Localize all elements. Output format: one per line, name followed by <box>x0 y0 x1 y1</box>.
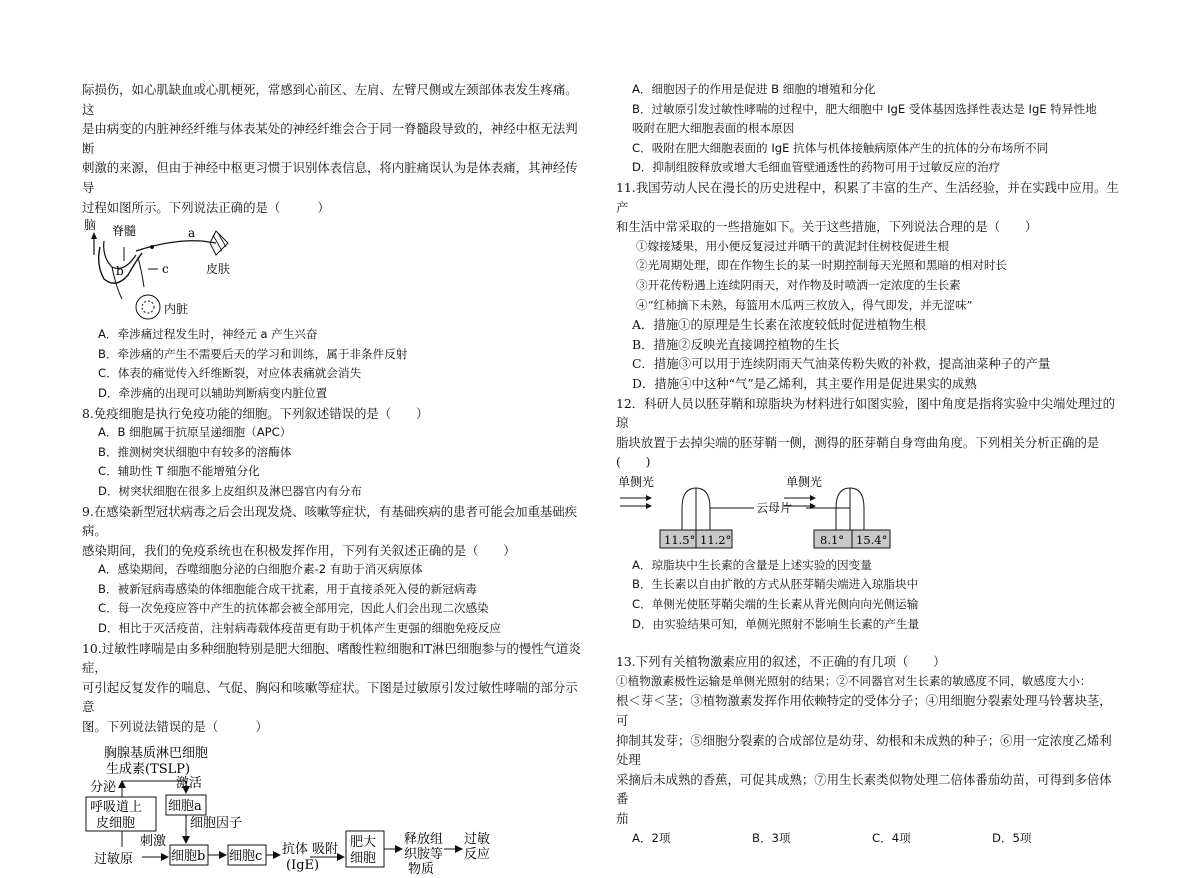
right-column <box>616 80 1121 848</box>
q10-stem-line: 可引起反复发作的喘息、气促、胸闷和咳嗽等症状。下图是过敏原引发过敏性哮喘的部分示意 <box>82 679 578 715</box>
spinal-label: 脊髓 <box>112 224 137 239</box>
q13-options <box>616 829 1121 849</box>
q8-option-c: C．辅助性 T 细胞不能增殖分化 <box>98 464 260 479</box>
q9-stem-line: 感染期间，我们的免疫系统也在积极发挥作用，下列有关叙述正确的是（ ） <box>82 542 516 558</box>
stimulus-label: 刺激 <box>140 833 167 849</box>
q9-option-a: A．感染期间，吞噬细胞分泌的白细胞介素-2 有助于消灭病原体 <box>98 562 423 577</box>
q13-body-line: 抑制其发芽；⑤细胞分裂素的合成部位是幼芽、幼根和未成熟的种子；⑥用一定浓度乙烯利处理 <box>616 732 1112 768</box>
asthma-flow-svg <box>82 745 522 875</box>
q13-option-c: C．4项 <box>872 830 911 845</box>
allergen-label: 过敏原 <box>94 851 134 867</box>
q10-option-a: A．细胞因子的作用是促进 B 细胞的增殖和分化 <box>632 82 876 96</box>
q7-intro-line: 过程如图所示。下列说法正确的是（ ） <box>82 199 330 215</box>
q12-stem-line: 12．科研人员以胚芽鞘和琼脂块为材料进行如图实验，图中角度是指将实验中尖端处理过的琼 <box>616 395 1116 431</box>
mast-cell-label-2: 细胞 <box>350 850 377 866</box>
mast-cell-label-1: 肥大 <box>350 834 377 850</box>
release-label-2: 织胺等 <box>404 846 444 862</box>
coleoptile-diagram <box>616 472 1121 556</box>
q13-option-d: D．5项 <box>992 830 1032 845</box>
q12-stem-line: 脂块放置于去掉尖端的胚芽鞘一侧，测得的胚芽鞘自身弯曲角度。下列相关分析正确的是( ) <box>616 434 1100 470</box>
q7-option-a: A．牵涉痛过程发生时，神经元 a 产生兴奋 <box>98 327 318 342</box>
q13-option-a: A．2项 <box>632 830 671 845</box>
q13-body-line: 根＜芽＜茎；③植物激素发挥作用依赖特定的受体分子；④用细胞分裂素处理马铃薯块茎，可 <box>616 693 1112 729</box>
q7-intro-line: 际损伤，如心肌缺血或心肌梗死，常感到心前区、左肩、左臂尺侧或左颈部体表发生疼痛。这 <box>82 82 578 117</box>
q7-intro-line: 刺激的来源，但由于神经中枢更习惯于识别体表信息，将内脏痛误认为是体表痛，其神经传导 <box>82 160 578 195</box>
q10-stem-line: 10.过敏性哮喘是由多种细胞特别是肥大细胞、嗜酸性粒细胞和T淋巴细胞参与的慢性气道炎症， <box>82 640 581 676</box>
q13-body-line: 茄 <box>616 811 629 826</box>
angle-value-3: 8.1° <box>820 532 845 547</box>
q7-option-d: D．牵涉痛的出现可以辅助判断病变内脏位置 <box>98 385 328 400</box>
q9-option-c: C．每一次免疫应答中产生的抗体都会被全部用完，因此人们会出现二次感染 <box>98 601 489 616</box>
q7-option-b: B．牵涉痛的产生不需要后天的学习和训练，属于非条件反射 <box>98 346 408 361</box>
q9-stem-line: 9.在感染新型冠状病毒之后会出现发烧、咳嗽等症状，有基础疾病的患者可能会加重基础疾病。 <box>82 503 578 539</box>
q11-option-a: A．措施①的原理是生长素在浓度较低时促进植物生根 <box>632 317 926 333</box>
q13-stem: 13.下列有关植物激素应用的叙述，不正确的有几项（ ） <box>616 654 946 670</box>
q10-stem-line: 图。下列说法错误的是（ ） <box>82 719 268 735</box>
referred-pain-diagram <box>82 217 582 325</box>
neuron-a-label: a <box>188 226 196 241</box>
antibody-label-2: (IgE) <box>286 857 320 873</box>
q11-stem-line: 11.我国劳动人民在漫长的历史进程中，积累了丰富的生产、生活经验，并在实践中应用。生产 <box>616 179 1119 215</box>
q8-option-a: A．B 细胞属于抗原呈递细胞（APC） <box>98 425 292 440</box>
q12-option-d: D．由实验结果可知，单侧光照射不影响生长素的产生量 <box>632 616 920 631</box>
cell-c-label: 细胞c <box>229 848 263 864</box>
viscera-label: 内脏 <box>164 302 189 317</box>
reaction-label-2: 反应 <box>464 846 491 862</box>
antibody-label-1: 抗体 <box>282 841 309 857</box>
q8-stem: 8.免疫细胞是执行免疫功能的细胞。下列叙述错误的是（ ） <box>82 405 429 421</box>
activate-label: 激活 <box>176 775 203 791</box>
q11-option-d: D．措施④中这种“气”是乙烯利，其主要作用是促进果实的成熟 <box>632 375 977 391</box>
q13-body-line: 采摘后未成熟的香蕉，可促其成熟；⑦用生长素类似物处理二倍体番茄幼苗，可得到多倍体番 <box>616 771 1112 807</box>
release-label-1: 释放组 <box>404 831 444 847</box>
neuron-b-label: b <box>116 264 124 279</box>
q8-option-d: D．树突状细胞在很多上皮组织及淋巴器官内有分布 <box>98 483 362 498</box>
brain-label: 脑 <box>84 218 97 233</box>
q12-option-b: B．生长素以自由扩散的方式从胚芽鞘尖端进入琼脂块中 <box>632 577 919 592</box>
q13-option-b: B．3项 <box>752 830 791 845</box>
coleoptile-svg <box>616 472 916 556</box>
q11-option-b: B．措施②反映光直接调控植物的生长 <box>632 336 840 352</box>
unilateral-light-label-2: 单侧光 <box>786 474 823 489</box>
q11-item-2: ②光周期处理，即在作物生长的某一时期控制每天光照和黑暗的相对时长 <box>636 258 1008 273</box>
q13-body-line: ①植物激素极性运输是单侧光照射的结果；②不同器官对生长素的敏感度不同，敏感度大小： <box>616 673 1092 688</box>
q11-option-c: C．措施③可以用于连续阴雨天气油菜传粉失败的补救，提高油菜种子的产量 <box>632 356 1051 372</box>
epithelial-label-1: 呼吸道上 <box>90 799 143 815</box>
adsorb-label: 吸附 <box>312 841 339 857</box>
q11-item-1: ①嫁接矮果，用小便反复浸过并晒干的黄泥封住树枝促进生根 <box>636 238 950 253</box>
angle-value-1: 11.5° <box>664 532 696 547</box>
q9-option-d: D．相比于灭活疫苗，注射病毒载体疫苗更有助于机体产生更强的细胞免疫反应 <box>98 621 502 636</box>
q10-option-c: C．吸附在肥大细胞表面的 IgE 抗体与机体接触病原体产生的抗体的分布场所不同 <box>632 140 1049 155</box>
q10-option-b-cont: 吸附在肥大细胞表面的根本原因 <box>632 121 795 136</box>
asthma-diagram <box>82 745 582 875</box>
q7-option-c: C．体表的痛觉传入纤维断裂，对应体表痛就会消失 <box>98 366 362 381</box>
q11-item-3: ③开花传粉遇上连续阴雨天，对作物及时喷洒一定浓度的生长素 <box>636 277 961 292</box>
release-label-3: 物质 <box>408 861 435 875</box>
angle-value-2: 11.2° <box>700 532 732 547</box>
neuron-c-label: c <box>162 262 169 277</box>
q10-option-b: B．过敏原引发过敏性哮喘的过程中，肥大细胞中 IgE 受体基因选择性表达是 IgE 特异性地 <box>632 101 1097 116</box>
cell-a-label: 细胞a <box>168 798 202 814</box>
unilateral-light-label-1: 单侧光 <box>618 474 655 489</box>
q7-intro-line: 是由病变的内脏神经纤维与体表某处的神经纤维会合于同一脊髓段导致的，神经中枢无法判断 <box>82 121 578 156</box>
q12-option-a: A．琼脂块中生长素的含量是上述实验的因变量 <box>632 557 872 572</box>
left-column <box>82 80 582 875</box>
tslp-label-2: 生成素(TSLP) <box>106 761 191 777</box>
q10-option-d: D．抑制组胺释放或增大毛细血管壁通透性的药物可用于过敏反应的治疗 <box>632 160 1001 175</box>
q8-option-b: B．推测树突状细胞中有较多的溶酶体 <box>98 444 292 459</box>
secrete-label: 分泌 <box>90 779 117 795</box>
angle-value-4: 15.4° <box>856 532 888 547</box>
q11-item-4: ④“红柿摘下未熟，每篮用木瓜两三枚放入，得气即发，并无涩味” <box>636 297 973 312</box>
q11-stem-line: 和生活中常采取的一些措施如下。关于这些措施，下列说法合理的是（ ） <box>616 219 1038 235</box>
epithelial-label-2: 皮细胞 <box>96 815 136 831</box>
reaction-label-1: 过敏 <box>464 831 491 847</box>
referred-pain-svg <box>82 217 262 325</box>
mica-label: 云母片 <box>756 500 793 515</box>
cell-b-label: 细胞b <box>171 848 206 864</box>
q12-option-c: C．单侧光使胚芽鞘尖端的生长素从背光侧向向光侧运输 <box>632 597 919 612</box>
q9-option-b: B．被新冠病毒感染的体细胞能合成干扰素，用于直接杀死入侵的新冠病毒 <box>98 581 477 596</box>
skin-label: 皮肤 <box>206 262 231 277</box>
cytokine-label: 细胞因子 <box>190 815 243 831</box>
tslp-label-1: 胸腺基质淋巴细胞 <box>104 745 209 761</box>
